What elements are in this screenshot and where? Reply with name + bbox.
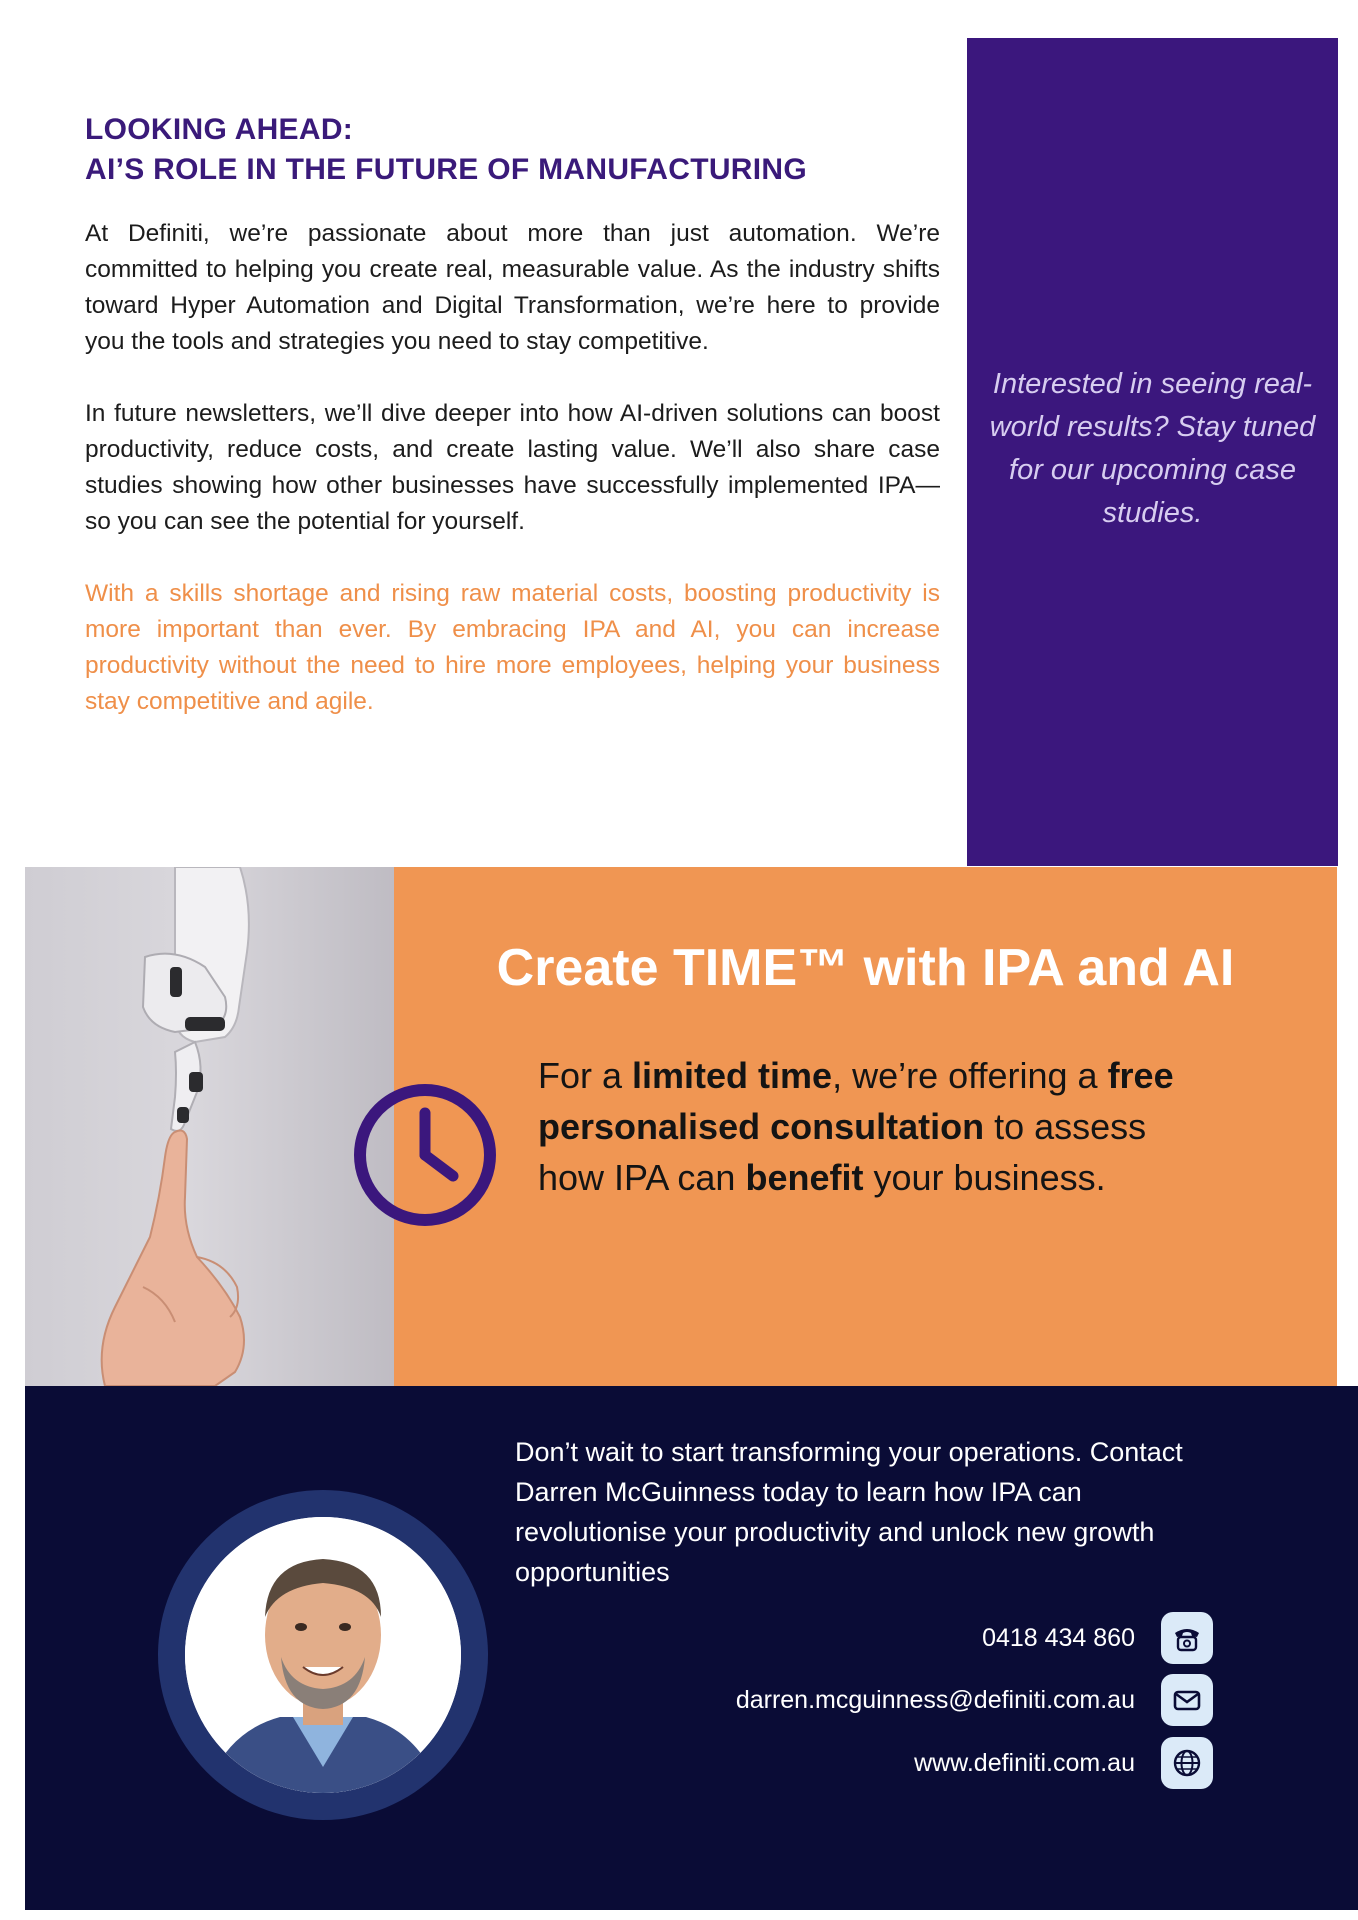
mail-icon[interactable] <box>1161 1674 1213 1726</box>
offer-text-2: , we’re offering a <box>832 1055 1108 1096</box>
contact-section <box>25 1386 1358 1910</box>
paragraph-intro: At Definiti, we’re passionate about more than just automation. We’re committed to helping you create real, measurable value. As the industry shifts toward Hyper Automation and Digital Transformation, we’re here to provide you the tools and strategies you need to stay competitive. <box>85 220 940 355</box>
offer-text-4: your business. <box>863 1157 1106 1198</box>
offer-bold-free-consultation: free personalised consultation <box>538 1055 1174 1147</box>
offer-text <box>538 1050 1178 1203</box>
hands-illustration <box>25 867 394 1386</box>
promo-panel <box>394 867 1337 1386</box>
paragraph-highlight: With a skills shortage and rising raw material costs, boosting productivity is more important than ever. By embracing IPA and AI, you can increase productivity without the need to hire more employees, helping your business stay competitive and agile. <box>85 580 940 715</box>
heading-line-2: AI’S ROLE IN THE FUTURE OF MANUFACTURING <box>85 153 807 186</box>
website-link[interactable]: www.definiti.com.au <box>914 1748 1135 1777</box>
avatar-ring <box>158 1490 488 1820</box>
contact-phone-row <box>982 1611 1213 1665</box>
page-heading <box>85 110 940 190</box>
paragraph-future: In future newsletters, we’ll dive deeper into how AI-driven solutions can boost productivity, reduce costs, and create lasting value. We’ll also share case studies showing how other businesses have successfully implemented IPA—so you can see the potential for yourself. <box>85 400 940 535</box>
robot-hand <box>143 867 249 1131</box>
email-address[interactable]: darren.mcguinness@definiti.com.au <box>735 1685 1135 1714</box>
promo-title: Create TIME™ with IPA and AI <box>496 939 1235 997</box>
sidebar-panel <box>967 38 1338 866</box>
globe-icon[interactable] <box>1161 1737 1213 1789</box>
article-section <box>85 110 940 756</box>
contact-call-to-action: Don’t wait to start transforming your operations. Contact Darren McGuinness today to learn how IPA can revolutionise your productivity and unlock new growth opportunities <box>515 1437 1183 1587</box>
contact-email-row <box>736 1673 1213 1727</box>
phone-icon[interactable] <box>1161 1612 1213 1664</box>
avatar <box>185 1517 461 1793</box>
heading-line-1: LOOKING AHEAD: <box>85 113 354 146</box>
clock-icon <box>350 1080 500 1230</box>
offer-bold-limited-time: limited time <box>632 1055 833 1096</box>
portrait-illustration <box>185 1517 461 1793</box>
human-hand <box>102 1131 244 1386</box>
contact-website-row <box>914 1736 1213 1790</box>
offer-text-1: For a <box>538 1055 633 1096</box>
offer-text-3: to assess how IPA can <box>538 1106 1147 1198</box>
sidebar-quote: Interested in seeing real-world results? Stay tuned for our upcoming case studies. <box>989 368 1316 529</box>
offer-bold-benefit: benefit <box>745 1157 864 1198</box>
robot-human-hand-image <box>25 867 394 1386</box>
phone-number[interactable]: 0418 434 860 <box>982 1623 1135 1652</box>
